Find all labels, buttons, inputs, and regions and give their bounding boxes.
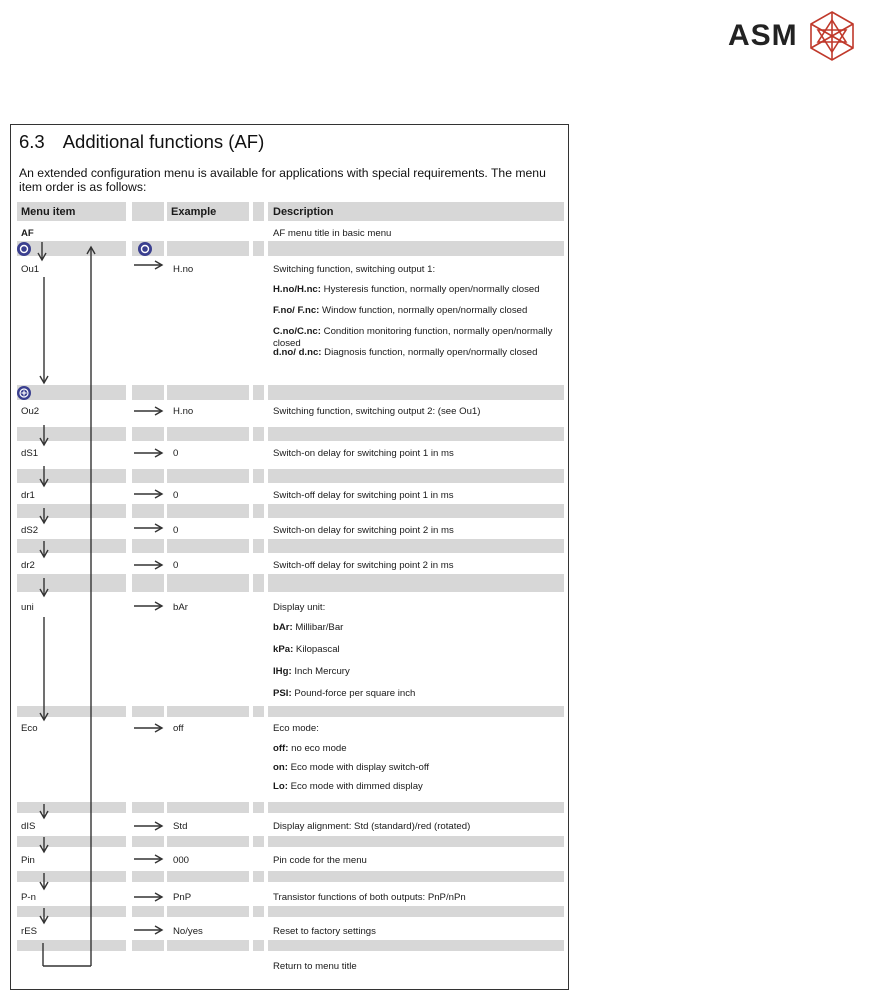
header-description: Description: [273, 206, 334, 218]
menu-item-2: Ou2: [21, 406, 40, 417]
set-button-icon: [138, 242, 152, 256]
menu-item-11: P-n: [21, 892, 36, 903]
example-value-7: bAr: [173, 602, 188, 613]
example-value-8: off: [173, 723, 184, 734]
option-text: Diagnosis function, normally open/normally closed: [321, 347, 538, 358]
header-menu-item: Menu item: [21, 206, 76, 218]
brand-name: ASM: [728, 19, 798, 52]
set-button-icon: [17, 242, 31, 256]
section-title: Additional functions (AF): [62, 131, 265, 152]
menu-item-8: Eco: [21, 723, 38, 734]
option-key: PSI:: [273, 688, 292, 699]
intro-paragraph: An extended configuration menu is available for applications with special requirements. The menu item order is as follows:: [19, 166, 546, 194]
description-9: Display alignment: Std (standard)/red (rotated): [273, 821, 471, 832]
example-value-4: 0: [173, 490, 179, 501]
example-value-3: 0: [173, 448, 179, 459]
example-value-10: 000: [173, 855, 190, 866]
section-number: 6.3: [19, 131, 45, 152]
option-text: Eco mode with display switch-off: [287, 762, 430, 773]
flow-arrows: [11, 125, 568, 989]
document-frame: [10, 124, 569, 990]
description-10: Pin code for the menu: [273, 855, 367, 866]
option-key: F.no/ F.nc:: [273, 305, 320, 316]
menu-item-6: dr2: [21, 560, 35, 571]
header-example: Example: [171, 206, 217, 218]
description-13: Return to menu title: [273, 961, 357, 972]
description-11: Transistor functions of both outputs: PnP/nPn: [273, 892, 466, 903]
description-3: Switch-on delay for switching point 1 in ms: [273, 448, 454, 459]
menu-item-7: uni: [21, 602, 34, 613]
description-5: Switch-on delay for switching point 2 in ms: [273, 525, 454, 536]
asm-logo: [728, 10, 856, 62]
menu-item-12: rES: [21, 926, 37, 937]
option-text: no eco mode: [288, 743, 347, 754]
example-value-2: H.no: [173, 406, 194, 417]
option-key: C.no/C.nc:: [273, 326, 321, 337]
option-key: H.no/H.nc:: [273, 284, 321, 295]
description-7: Display unit:: [273, 602, 326, 613]
option-text: Condition monitoring function, normally open/normally closed: [273, 326, 553, 349]
option-key: off:: [273, 743, 289, 754]
menu-item-5: dS2: [21, 525, 39, 536]
example-value-1: H.no: [173, 264, 194, 275]
description-4: Switch-off delay for switching point 1 in ms: [273, 490, 454, 501]
option-text: Window function, normally open/normally closed: [319, 305, 528, 316]
option-key: IHg:: [273, 666, 292, 677]
option-text: Millibar/Bar: [292, 622, 344, 633]
menu-item-9: dIS: [21, 821, 36, 832]
menu-item-0: AF: [21, 228, 34, 239]
description-12: Reset to factory settings: [273, 926, 376, 937]
option-text: Inch Mercury: [291, 666, 350, 677]
option-text: Hysteresis function, normally open/normally closed: [320, 284, 540, 295]
description-8: Eco mode:: [273, 723, 319, 734]
menu-item-10: Pin: [21, 855, 35, 866]
option-key: on:: [273, 762, 288, 773]
menu-item-3: dS1: [21, 448, 39, 459]
menu-item-4: dr1: [21, 490, 35, 501]
option-text: Pound-force per square inch: [291, 688, 416, 699]
example-value-6: 0: [173, 560, 179, 571]
option-key: bAr:: [273, 622, 293, 633]
description-1: Switching function, switching output 1:: [273, 264, 436, 275]
option-key: d.no/ d.nc:: [273, 347, 322, 358]
example-value-5: 0: [173, 525, 179, 536]
example-value-11: PnP: [173, 892, 192, 903]
option-key: kPa:: [273, 644, 294, 655]
description-2: Switching function, switching output 2: (see Ou1): [273, 406, 481, 417]
option-text: Kilopascal: [293, 644, 340, 655]
example-value-9: Std: [173, 821, 188, 832]
example-value-12: No/yes: [173, 926, 203, 937]
plus-button-icon: [17, 386, 31, 400]
asm-crystal-icon: [808, 10, 856, 62]
description-6: Switch-off delay for switching point 2 in ms: [273, 560, 454, 571]
menu-item-1: Ou1: [21, 264, 40, 275]
option-text: Eco mode with dimmed display: [287, 781, 423, 792]
option-key: Lo:: [273, 781, 288, 792]
description-0: AF menu title in basic menu: [273, 228, 392, 239]
